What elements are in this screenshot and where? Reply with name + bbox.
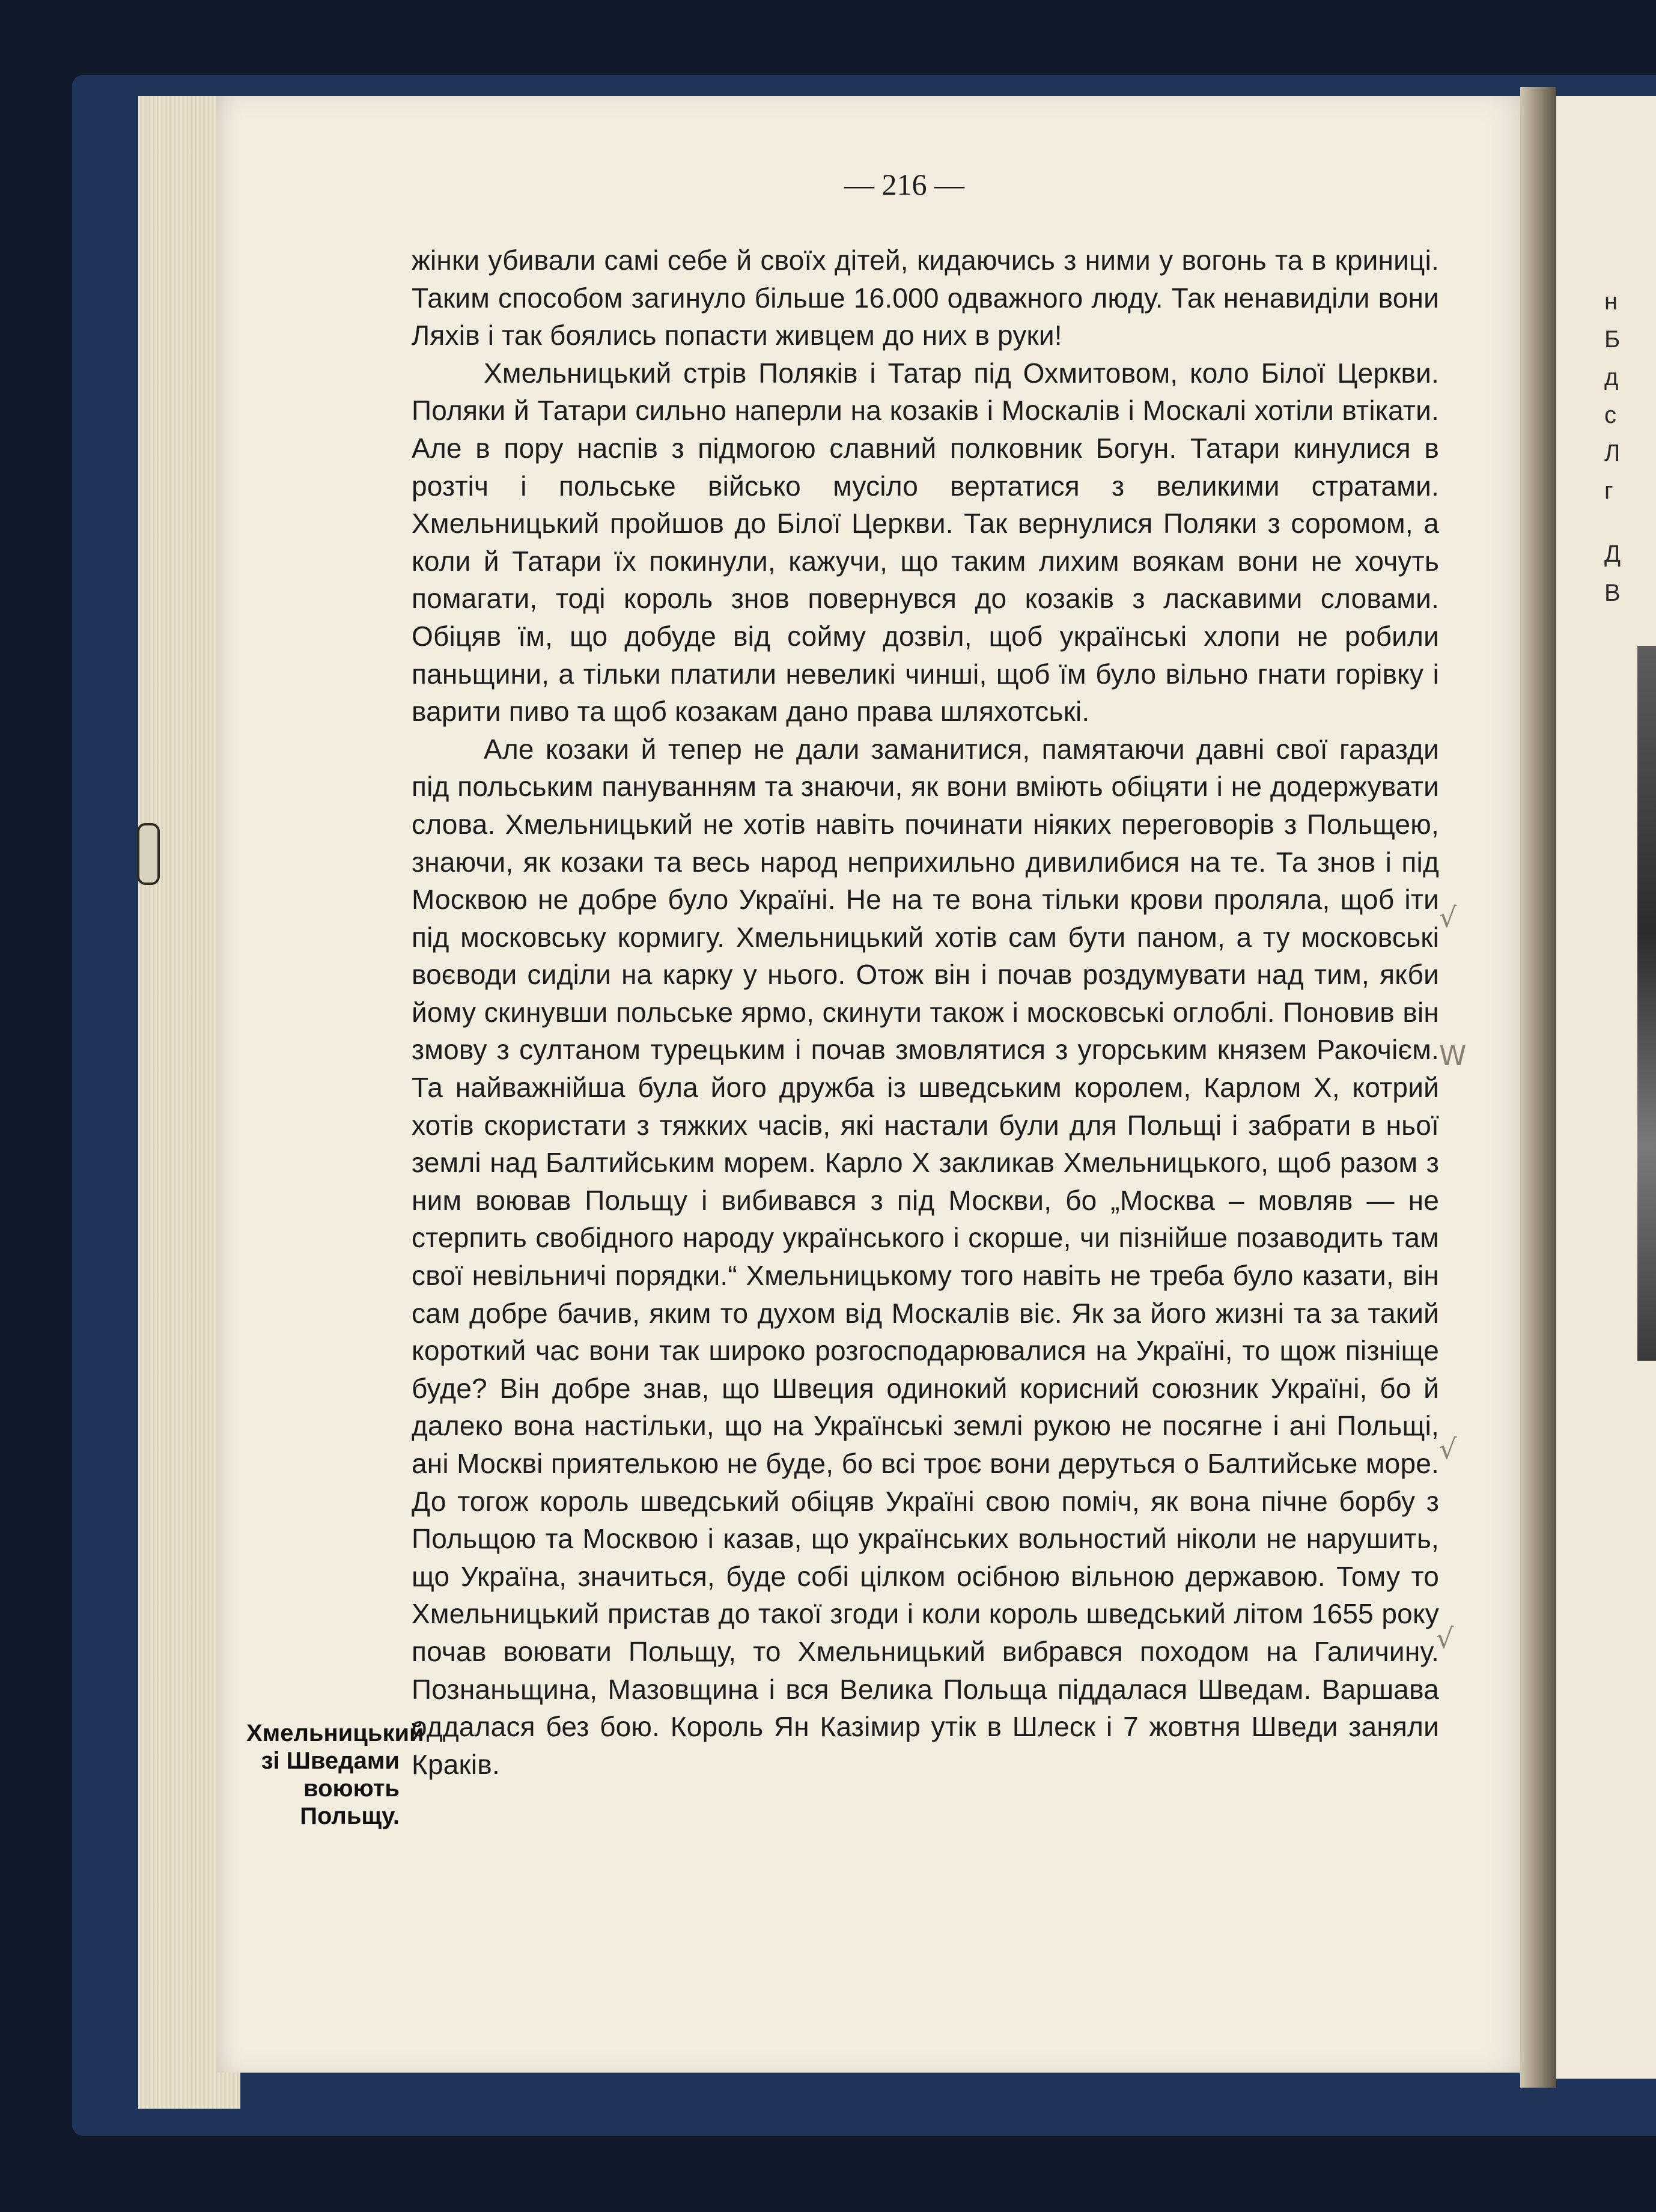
pencil-mark: W	[1439, 1039, 1467, 1072]
next-page-fragment: Б	[1604, 326, 1621, 353]
book-gutter	[1520, 87, 1556, 2088]
next-page-fragment: Л	[1604, 440, 1621, 466]
pencil-checkmark: √	[1439, 1433, 1457, 1465]
next-page-fragment: н	[1604, 288, 1618, 315]
next-page-fragment: с	[1604, 402, 1616, 428]
paragraph: Хмельницький стрів Поляків і Татар під Охмитовом, коло Білої Церкви. Поляки й Татари сильно наперли на козаків і Москалів і Москалі хотіли втікати. Але в пору наспів з підмогою славний полковник Богун. Татари кинулися в розтіч і польське військо мусіло вертатися з великими стратами. Хмельницький пройшов до Білої Церкви. Так вернулися Поляки з соромом, а коли й Татари їх покинули, кажучи, що таким лихим воякам вони не хочуть помагати, тоді король знов повернувся до козаків з ласкавими словами. Обіцяв їм, що добуде від сойму дозвіл, щоб українські хлопи не робили паньщини, а тільки платили невеликі чинші, щоб їм було вільно гнати горівку і варити пиво та щоб козакам дано права шляхотські.	[412, 357, 1439, 728]
margin-sidenote: Хмельницький зі Шведами воюють Польщу.	[246, 1720, 424, 1829]
next-page-fragment: Д	[1604, 541, 1621, 567]
pencil-checkmark: √	[1439, 901, 1457, 934]
page-number: — 216 —	[844, 168, 964, 201]
next-page-fragment: г	[1604, 478, 1613, 504]
next-page-fragment: д	[1604, 364, 1619, 390]
bookmark-ribbon	[137, 823, 160, 885]
paragraph: жінки убивали самі себе й своїх дітей, кидаючись з ними у вогонь та в криниці. Таким способом загинуло більше 16.000 одважного люду. Так ненавиділи вони Ляхів і так боялись попасти живцем до них в руки!	[412, 245, 1439, 351]
pencil-checkmark: √	[1436, 1622, 1454, 1654]
next-page-fragment: В	[1604, 580, 1621, 606]
next-page-photo	[1637, 646, 1656, 1361]
body-text	[412, 242, 1439, 1783]
paragraph: Але козаки й тепер не дали заманитися, памятаючи давні свої гаразди під польським пануванням та знаючи, як вони вміють обіцяти і не додержувати слова. Хмельницький не хотів навіть починати ніяких переговорів з Польщею, знаючи, як козаки та весь народ неприхильно дивилибися на те. Та знов і під Москвою не добре було Україні. Не на те вона тільки крови проляла, щоб іти під московську кормигу. Хмельницький хотів сам бути паном, а ту московські воєводи сиділи на карку у нього. Отож він і почав роздумувати над тим, якби йому скинувши польське ярмо, скинути також і московські оглоблі. Поновив він змову з султаном турецьким і почав змовлятися з угорським князем Ракочієм. Та найважнійша була його дружба із шведським королем, Карлом X, котрий хотів скористати з тяжких часів, які настали були для Польщі і забрати в ньої землі над Балтийським морем. Карло X закликав Хмельницького, щоб разом з ним воював Польщу і вибивався з під Москви, бо „Москва – мовляв — не стерпить свобідного народу українського і скорше, чи пізнійше позаводить там свої невільничі порядки.“ Хмельницькому того навіть не треба було казати, він сам добре бачив, яким то духом від Москалів віє. Як за його жизні та за такий короткий час вони так широко розгосподарювалися на Україні, то щож пізніще буде? Він добре знав, що Швеция одинокий корисний союзник Україні, бо й далеко вона настільки, що на Українські землі рукою не посягне і ані Польщі, ані Москві приятелькою не буде, бо всі троє вони деруться о Балтийське море. До тогож король шведський обіцяв Україні свою поміч, як вона пічне борбу з Польщою та Москвою і казав, що українських вольностий ніколи не нарушить, що Україна, значиться, буде собі цілком осібною вільною державою. Тому то Хмельницький пристав до такої згоди і коли король шведський літом 1655 року почав воювати Польщу, то Хмельницький вибрався походом на Галичину. Познаньщина, Мазовщина і вся Велика Польща піддалася Шведам. Варшава оддалася без бою. Король Ян Казімир утік в Шлеск і 7 жовтня Шведи заняли Краків.	[412, 733, 1439, 1780]
